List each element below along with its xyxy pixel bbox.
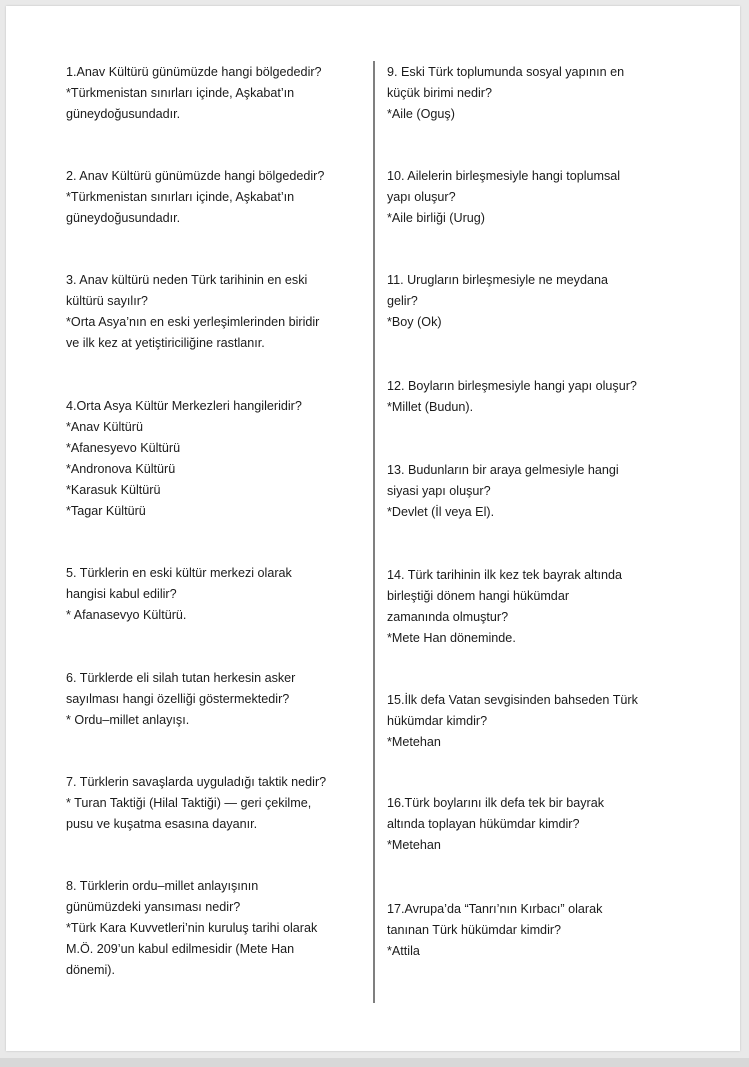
question-line: hükümdar kimdir?	[387, 714, 488, 728]
qa-block	[387, 376, 677, 418]
answer-line: *Millet (Budun).	[387, 400, 474, 414]
question-line: gelir?	[387, 294, 418, 308]
question-line: tanınan Türk hükümdar kimdir?	[387, 923, 562, 937]
question-line: 2. Anav Kültürü günümüzde hangi bölgededir?	[66, 169, 325, 183]
question-line: zamanında olmuştur?	[387, 610, 509, 624]
question-line: 11. Urugların birleşmesiyle ne meydana	[387, 273, 608, 287]
question-line: 13. Budunların bir araya gelmesiyle hangi	[387, 463, 619, 477]
question-line: 7. Türklerin savaşlarda uyguladığı taktik nedir?	[66, 775, 327, 789]
question-line: 6. Türklerde eli silah tutan herkesin asker	[66, 671, 296, 685]
answer-line: dönemi).	[66, 963, 115, 977]
question-line: 1.Anav Kültürü günümüzde hangi bölgededir?	[66, 65, 322, 79]
question-line: 14. Türk tarihinin ilk kez tek bayrak altında	[387, 568, 622, 582]
question-line: 16.Türk boylarını ilk defa tek bir bayrak	[387, 796, 604, 810]
question-line: 5. Türklerin en eski kültür merkezi olarak	[66, 566, 292, 580]
answer-line: * Afanasevyo Kültürü.	[66, 608, 187, 622]
qa-block	[387, 565, 677, 649]
answer-line: *Aile birliği (Urug)	[387, 211, 485, 225]
question-line: birleştiği dönem hangi hükümdar	[387, 589, 570, 603]
answer-line: *Tagar Kültürü	[66, 504, 146, 518]
question-line: 12. Boyların birleşmesiyle hangi yapı oluşur?	[387, 379, 637, 393]
question-line: 3. Anav kültürü neden Türk tarihinin en eski	[66, 273, 308, 287]
qa-block	[66, 62, 366, 125]
next-page-edge	[0, 1058, 749, 1067]
qa-block	[66, 396, 366, 522]
answer-line: ve ilk kez at yetiştiriciliğine rastlanır.	[66, 336, 265, 350]
qa-block	[387, 62, 677, 125]
question-line: 15.İlk defa Vatan sevgisinden bahseden Türk	[387, 693, 638, 707]
question-line: 17.Avrupa’da “Tanrı’nın Kırbacı” olarak	[387, 902, 603, 916]
question-line: 4.Orta Asya Kültür Merkezleri hangileridir?	[66, 399, 302, 413]
qa-block	[66, 166, 366, 229]
document-page	[6, 6, 740, 1051]
answer-line: *Metehan	[387, 838, 441, 852]
answer-line: *Türk Kara Kuvvetleri’nin kuruluş tarihi olarak	[66, 921, 318, 935]
question-line: siyasi yapı oluşur?	[387, 484, 491, 498]
answer-line: *Türkmenistan sınırları içinde, Aşkabat’ın	[66, 190, 295, 204]
question-line: küçük birimi nedir?	[387, 86, 492, 100]
qa-block	[66, 668, 366, 731]
answer-line: pusu ve kuşatma esasına dayanır.	[66, 817, 258, 831]
answer-line: *Orta Asya’nın en eski yerleşimlerinden biridir	[66, 315, 320, 329]
column-divider	[373, 61, 375, 1003]
answer-line: *Anav Kültürü	[66, 420, 144, 434]
qa-block	[387, 460, 677, 523]
question-line: sayılması hangi özelliği göstermektedir?	[66, 692, 290, 706]
question-line: 9. Eski Türk toplumunda sosyal yapının en	[387, 65, 625, 79]
qa-block	[387, 690, 677, 753]
qa-block	[66, 876, 366, 981]
answer-line: *Andronova Kültürü	[66, 462, 176, 476]
answer-line: * Turan Taktiği (Hilal Taktiği) — geri çekilme,	[66, 796, 312, 810]
answer-line: güneydoğusundadır.	[66, 211, 181, 225]
answer-line: *Devlet (İl veya El).	[387, 505, 495, 519]
qa-block	[66, 563, 366, 626]
qa-block	[387, 899, 677, 962]
question-line: hangisi kabul edilir?	[66, 587, 177, 601]
answer-line: *Karasuk Kültürü	[66, 483, 161, 497]
question-line: 8. Türklerin ordu–millet anlayışının	[66, 879, 259, 893]
answer-line: *Metehan	[387, 735, 441, 749]
answer-line: *Afanesyevo Kültürü	[66, 441, 181, 455]
qa-block	[387, 270, 677, 333]
qa-block	[66, 270, 366, 354]
question-line: kültürü sayılır?	[66, 294, 148, 308]
qa-block	[66, 772, 366, 835]
answer-line: *Türkmenistan sınırları içinde, Aşkabat’ın	[66, 86, 295, 100]
answer-line: *Boy (Ok)	[387, 315, 442, 329]
question-line: altında toplayan hükümdar kimdir?	[387, 817, 580, 831]
answer-line: M.Ö. 209’un kabul edilmesidir (Mete Han	[66, 942, 295, 956]
question-line: 10. Ailelerin birleşmesiyle hangi toplumsal	[387, 169, 621, 183]
answer-line: *Mete Han döneminde.	[387, 631, 516, 645]
answer-line: * Ordu–millet anlayışı.	[66, 713, 190, 727]
answer-line: *Aile (Oguş)	[387, 107, 455, 121]
question-line: günümüzdeki yansıması nedir?	[66, 900, 241, 914]
answer-line: güneydoğusundadır.	[66, 107, 181, 121]
question-line: yapı oluşur?	[387, 190, 456, 204]
answer-line: *Attila	[387, 944, 420, 958]
qa-block	[387, 793, 677, 856]
qa-block	[387, 166, 677, 229]
